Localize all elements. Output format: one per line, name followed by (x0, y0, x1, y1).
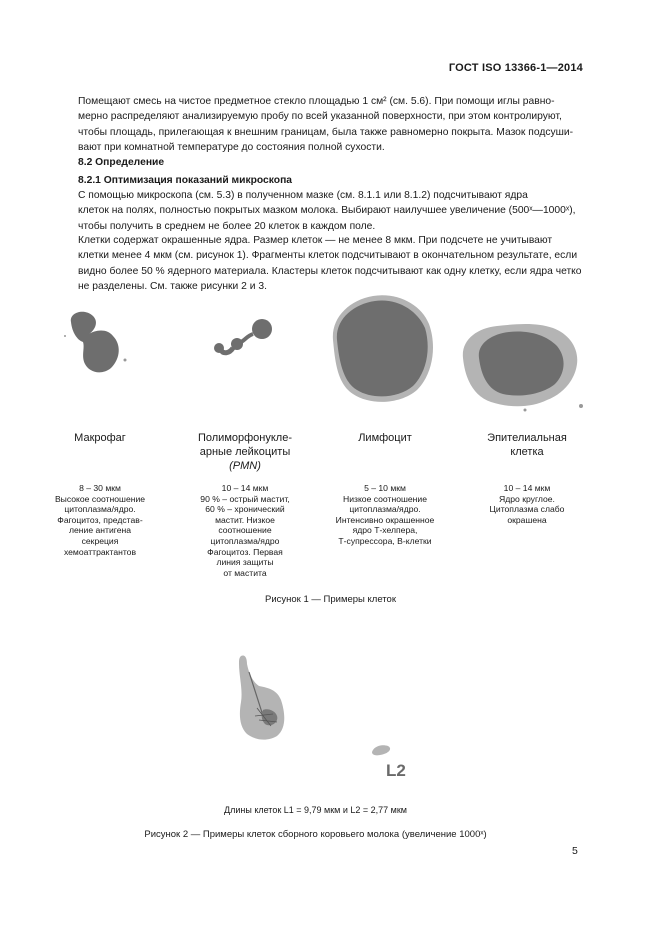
cell-name-pmn: Полиморфонукле- арные лейкоциты (PMN) (197, 432, 293, 472)
para-line: Клетки содержат окрашенные ядра. Размер клеток — не менее 8 мкм. При подсчете не учитывают (78, 235, 553, 246)
para-line: чтобы получить в среднем не более 20 клеток в каждом поле. (78, 220, 376, 232)
cell-desc-pmn: 10 – 14 мкм 90 % – острый мастит, 60 % – хронический мастит. Низкое соотношение цитоплазма/ядро Фагоцитоз. Первая линия защиты от мастита (200, 483, 290, 578)
cell-desc-epithelial: 10 – 14 мкм Ядро круглое. Цитоплазма слабо окрашена (489, 483, 565, 525)
intro-line: вают при комнатной температуре до состояния полной сухости. (78, 141, 385, 153)
cell-desc-macrophage: 8 – 30 мкм Высокое соотношение цитоплазма/ядро. Фагоцитоз, представ- ление антигена секреция хемоаттрактантов (54, 483, 146, 557)
cell-lengths: Длины клеток L1 = 9,79 мкм и L2 = 2,77 мкм (224, 805, 407, 815)
intro-paragraph (78, 94, 583, 155)
page-number: 5 (572, 845, 578, 857)
cell-desc-lymphocyte: 5 – 10 мкм Низкое соотношение цитоплазма/ядро. Интенсивно окрашенное ядро Т-хелпера, Т-супрессора, В-клетки (335, 483, 435, 546)
document-header: ГОСТ ISO 13366-1—2014 (448, 62, 583, 74)
paragraph-cells (78, 233, 583, 294)
para-line: клетки менее 4 мкм (см. рисунок 1). Фрагменты клеток подсчитывают в окончательном результате, если (78, 250, 578, 262)
para-line: клеток на полях, полностью покрытых мазком молока. Выбирают наилучшее увеличение (500ˣ—1000ˣ), (78, 205, 576, 217)
para-line: видно более 50 % ядерного материала. Кластеры клеток подсчитывают как одну клетку, если ядра четко (78, 265, 582, 277)
pmn-image (205, 310, 285, 370)
paragraph-microscope (78, 188, 583, 234)
cell-name-epithelial: Эпителиальная клетка (487, 432, 567, 458)
epithelial-cell-image (455, 318, 590, 418)
cell-l2-label: L2 (386, 761, 406, 780)
cell-name-macrophage: Макрофаг (74, 432, 126, 444)
cell-name-lymphocyte: Лимфоцит (358, 432, 412, 444)
intro-line: Помещают смесь на чистое предметное стекло площадью 1 см² (см. 5.6). При помощи иглы равно- (78, 96, 555, 107)
intro-line: чтобы площадь, прилегающая к внешним границам, была также равномерно покрыта. Мазок подсуши- (78, 126, 574, 138)
milk-cell-l2-image (368, 742, 396, 758)
lymphocyte-image (325, 290, 440, 410)
para-line: С помощью микроскопа (см. 5.3) в полученном мазке (см. 8.1.1 или 8.1.2) подсчитывают ядра (78, 190, 528, 201)
subsection-title: 8.2.1 Оптимизация показаний микроскопа (78, 175, 293, 186)
milk-cell-l1-image (225, 650, 305, 750)
figure1-caption: Рисунок 1 — Примеры клеток (265, 594, 396, 605)
intro-line: мерно распределяют анализируемую пробу по всей указанной поверхности, при этом контролируют, (78, 111, 562, 123)
macrophage-image (55, 300, 155, 395)
section-title: 8.2 Определение (78, 157, 165, 168)
figure2-caption: Рисунок 2 — Примеры клеток сборного коровьего молока (увеличение 1000ˣ) (144, 829, 487, 840)
para-line: не разделены. См. также рисунки 2 и 3. (78, 280, 267, 292)
